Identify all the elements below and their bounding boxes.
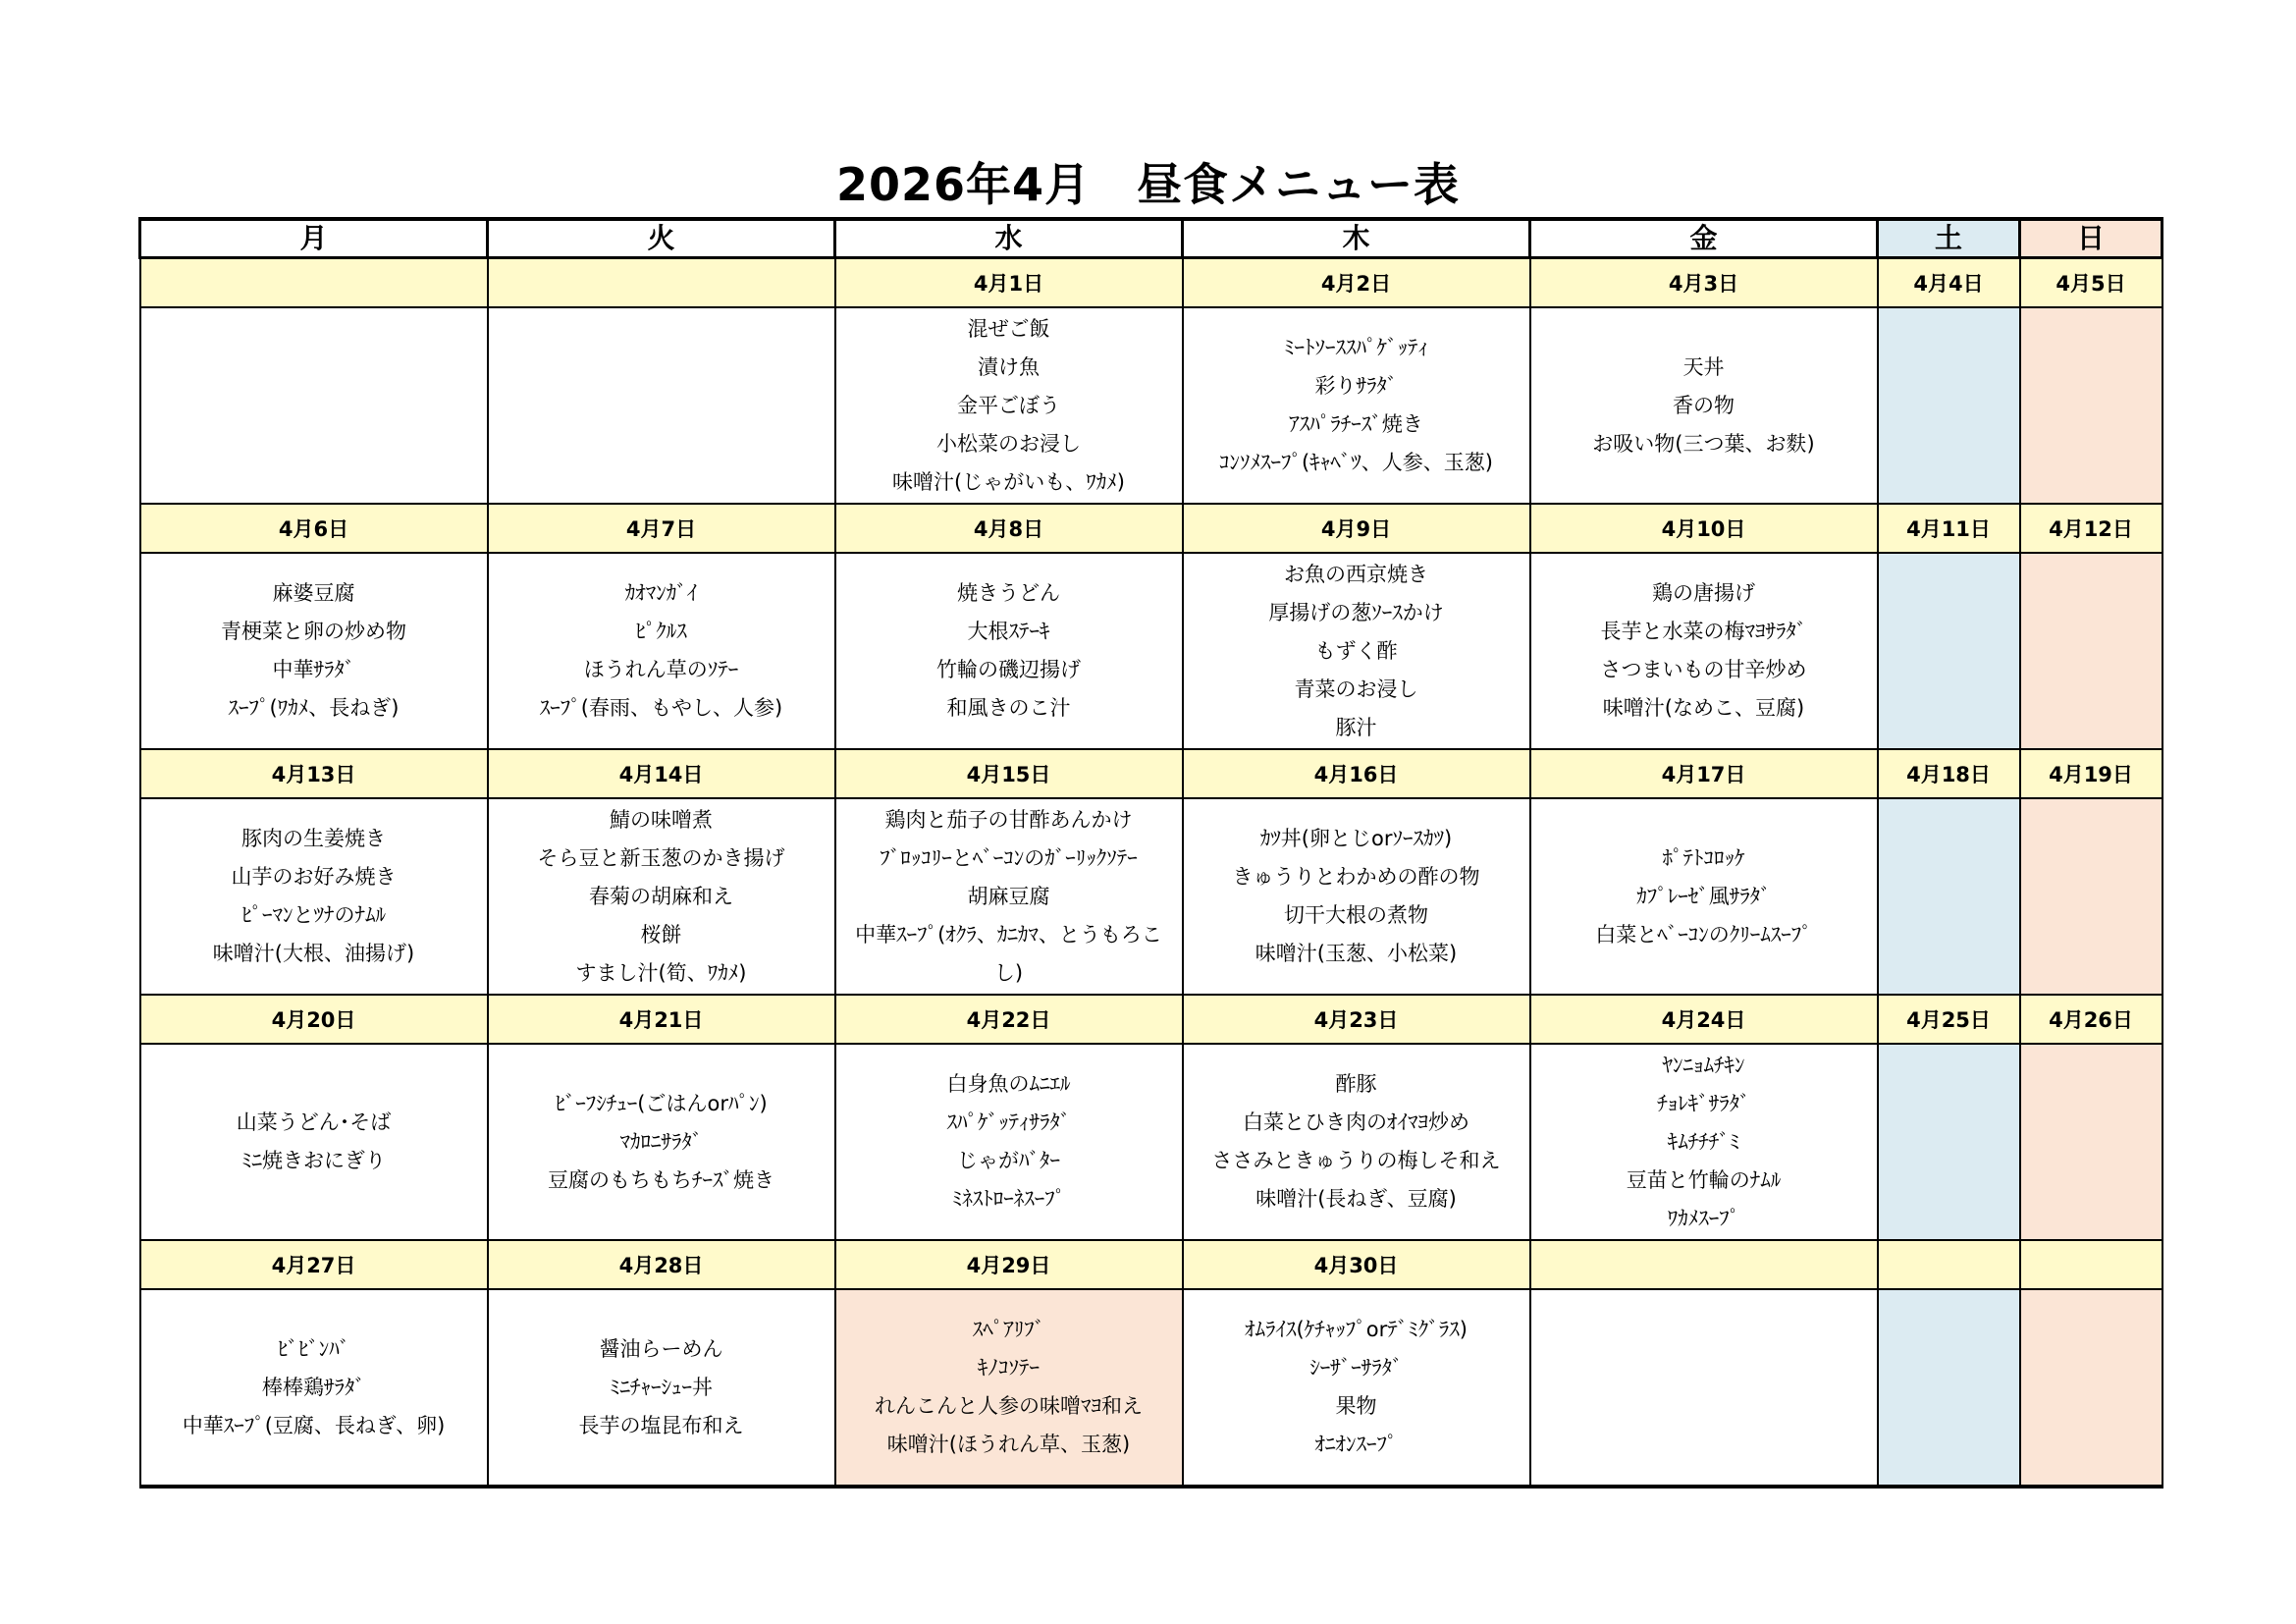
menu-row xyxy=(140,798,2163,995)
date-cell-mon: 4月6日 xyxy=(140,504,488,553)
date-cell-tue: 4月14日 xyxy=(488,749,835,798)
menu-cell-sat xyxy=(1878,798,2020,995)
menu-item: し) xyxy=(993,960,1024,985)
weekday-header-mon: 月 xyxy=(140,219,488,258)
menu-item: 香の物 xyxy=(1673,393,1735,417)
menu-cell-thu xyxy=(1183,1289,1530,1487)
menu-item: 切干大根の煮物 xyxy=(1284,903,1428,927)
date-cell-wed: 4月15日 xyxy=(835,749,1183,798)
menu-item: ｼｰｻﾞｰｻﾗﾀﾞ xyxy=(1309,1356,1403,1380)
menu-item: 漬け魚 xyxy=(978,354,1040,379)
menu-cell-tue xyxy=(488,1289,835,1487)
menu-cell-mon xyxy=(140,1044,488,1240)
menu-item: きゅうりとわかめの酢の物 xyxy=(1232,865,1480,889)
menu-item: ﾜｶﾒｽｰﾌﾟ xyxy=(1667,1206,1740,1230)
menu-item: ﾐｰﾄｿｰｽｽﾊﾟｹﾞｯﾃｨ xyxy=(1284,336,1428,359)
menu-item: 中華ｽｰﾌﾟ(豆腐、長ねぎ、卵) xyxy=(182,1413,446,1437)
menu-item: 大根ｽﾃｰｷ xyxy=(967,620,1050,643)
menu-cell-wed xyxy=(835,1289,1183,1487)
menu-cell-sat xyxy=(1878,1289,2020,1487)
menu-item: 白菜とひき肉のｵｲﾏﾖ炒め xyxy=(1243,1110,1469,1134)
menu-item: 白身魚のﾑﾆｴﾙ xyxy=(946,1072,1071,1096)
menu-item: ﾏｶﾛﾆｻﾗﾀﾞ xyxy=(619,1129,703,1154)
menu-item: ｷﾑﾁﾁﾁﾞﾐ xyxy=(1667,1129,1740,1154)
menu-item: 棒棒鶏ｻﾗﾀﾞ xyxy=(262,1375,365,1399)
menu-item: 酢豚 xyxy=(1335,1072,1377,1096)
date-cell-tue: 4月21日 xyxy=(488,995,835,1044)
menu-item: 和風きのこ汁 xyxy=(946,696,1071,720)
date-cell-mon: 4月20日 xyxy=(140,995,488,1044)
menu-cell-sun xyxy=(2020,1289,2163,1487)
menu-item: 胡麻豆腐 xyxy=(967,884,1050,908)
menu-item: れんこんと人参の味噌ﾏﾖ和え xyxy=(875,1394,1143,1418)
menu-item: そら豆と新玉葱のかき揚げ xyxy=(537,845,785,870)
menu-cell-wed xyxy=(835,1044,1183,1240)
date-cell-sun: 4月19日 xyxy=(2020,749,2163,798)
menu-item: ﾋﾟｸﾙｽ xyxy=(635,620,687,643)
date-cell-tue: 4月28日 xyxy=(488,1240,835,1289)
date-cell-sat: 4月25日 xyxy=(1878,995,2020,1044)
menu-cell-sat xyxy=(1878,307,2020,504)
menu-item: 天丼 xyxy=(1682,354,1725,379)
menu-item: 山芋のお好み焼き xyxy=(231,865,397,889)
menu-item: 白菜とﾍﾞｰｺﾝのｸﾘｰﾑｽｰﾌﾟ xyxy=(1595,922,1812,947)
menu-item: ﾐﾆﾁｬｰｼｭｰ丼 xyxy=(610,1375,713,1399)
date-cell-mon xyxy=(140,258,488,308)
menu-row xyxy=(140,1044,2163,1240)
menu-cell-sun xyxy=(2020,1044,2163,1240)
menu-item: 鶏肉と茄子の甘酢あんかけ xyxy=(884,807,1133,832)
weekday-header-sat: 土 xyxy=(1878,219,2020,258)
menu-item: 彩りｻﾗﾀﾞ xyxy=(1314,374,1398,398)
menu-cell-wed xyxy=(835,553,1183,749)
menu-cell-fri xyxy=(1530,307,1878,504)
menu-item: さつまいもの甘辛炒め xyxy=(1600,658,1807,681)
date-cell-wed: 4月8日 xyxy=(835,504,1183,553)
menu-item: 麻婆豆腐 xyxy=(272,581,355,605)
date-cell-fri: 4月24日 xyxy=(1530,995,1878,1044)
date-cell-mon: 4月27日 xyxy=(140,1240,488,1289)
menu-item: ﾋﾟｰﾏﾝとﾂﾅのﾅﾑﾙ xyxy=(241,903,386,927)
menu-item: ｺﾝｿﾒｽｰﾌﾟ(ｷｬﾍﾞﾂ、人参、玉葱) xyxy=(1219,451,1493,474)
menu-item: 豆苗と竹輪のﾅﾑﾙ xyxy=(1626,1167,1782,1192)
menu-item: 混ぜご飯 xyxy=(967,316,1050,341)
menu-cell-sun xyxy=(2020,307,2163,504)
menu-item: 桜餅 xyxy=(640,922,682,947)
menu-cell-thu xyxy=(1183,798,1530,995)
menu-cell-tue xyxy=(488,553,835,749)
menu-item: 長芋と水菜の梅ﾏﾖｻﾗﾀﾞ xyxy=(1600,620,1807,643)
date-row xyxy=(140,504,2163,553)
menu-cell-tue xyxy=(488,798,835,995)
menu-cell-mon xyxy=(140,1289,488,1487)
date-cell-thu: 4月2日 xyxy=(1183,258,1530,308)
date-cell-thu: 4月30日 xyxy=(1183,1240,1530,1289)
menu-item: 長芋の塩昆布和え xyxy=(578,1413,744,1437)
date-cell-sat: 4月4日 xyxy=(1878,258,2020,308)
menu-cell-sun xyxy=(2020,798,2163,995)
menu-cell-fri xyxy=(1530,1289,1878,1487)
menu-item: 中華ｻﾗﾀﾞ xyxy=(272,658,355,681)
menu-cell-tue xyxy=(488,307,835,504)
date-cell-tue xyxy=(488,258,835,308)
menu-item: 焼きうどん xyxy=(957,581,1060,605)
menu-item: ﾋﾞﾋﾞﾝﾊﾞ xyxy=(277,1336,350,1361)
menu-item: 青梗菜と卵の炒め物 xyxy=(221,620,406,643)
date-row xyxy=(140,749,2163,798)
menu-item: ｷﾉｺｿﾃｰ xyxy=(978,1356,1040,1380)
menu-item: すまし汁(筍、ﾜｶﾒ) xyxy=(575,960,747,985)
menu-item: 豚汁 xyxy=(1335,715,1377,739)
menu-item: ﾐﾆ焼きおにぎり xyxy=(241,1149,386,1172)
menu-item: 青菜のお浸し xyxy=(1294,677,1418,701)
menu-item: ｶﾂ丼(卵とじorｿｰｽｶﾂ) xyxy=(1259,827,1453,850)
weekday-header-thu: 木 xyxy=(1183,219,1530,258)
menu-cell-wed xyxy=(835,798,1183,995)
date-cell-sun: 4月12日 xyxy=(2020,504,2163,553)
menu-row xyxy=(140,1289,2163,1487)
date-cell-fri: 4月17日 xyxy=(1530,749,1878,798)
page-title: 2026年4月 昼食メニュー表 xyxy=(835,158,1461,211)
menu-item: 味噌汁(なめこ、豆腐) xyxy=(1602,696,1805,720)
menu-cell-fri xyxy=(1530,798,1878,995)
menu-cell-tue xyxy=(488,1044,835,1240)
menu-cell-fri xyxy=(1530,553,1878,749)
menu-item: 山菜うどん･そば xyxy=(236,1110,392,1134)
menu-item: 小松菜のお浸し xyxy=(936,431,1081,456)
menu-item: 竹輪の磯辺揚げ xyxy=(936,658,1081,681)
menu-item: ｱｽﾊﾟﾗﾁｰｽﾞ焼き xyxy=(1289,412,1423,436)
menu-table-body xyxy=(140,219,2163,1487)
menu-item: ｵﾆｵﾝｽｰﾌﾟ xyxy=(1314,1433,1398,1456)
date-cell-fri xyxy=(1530,1240,1878,1289)
menu-item: 金平ごぼう xyxy=(957,393,1060,417)
menu-cell-sat xyxy=(1878,1044,2020,1240)
menu-item: ﾐﾈｽﾄﾛｰﾈｽｰﾌﾟ xyxy=(951,1187,1066,1211)
menu-item: ﾋﾞｰﾌｼﾁｭｰ(ごはんorﾊﾟﾝ) xyxy=(555,1091,768,1115)
date-cell-mon: 4月13日 xyxy=(140,749,488,798)
menu-cell-thu xyxy=(1183,553,1530,749)
menu-item: ﾎﾟﾃﾄｺﾛｯｹ xyxy=(1662,845,1745,870)
menu-item: ｶｵﾏﾝｶﾞｲ xyxy=(624,581,698,605)
date-cell-fri: 4月10日 xyxy=(1530,504,1878,553)
menu-cell-wed xyxy=(835,307,1183,504)
date-cell-sun: 4月5日 xyxy=(2020,258,2163,308)
date-cell-sat xyxy=(1878,1240,2020,1289)
menu-cell-fri xyxy=(1530,1044,1878,1240)
date-cell-sun xyxy=(2020,1240,2163,1289)
menu-row xyxy=(140,307,2163,504)
date-cell-sat: 4月18日 xyxy=(1878,749,2020,798)
menu-item: ｽｰﾌﾟ(ﾜｶﾒ、長ねぎ) xyxy=(228,696,400,720)
menu-item: ほうれん草のｿﾃｰ xyxy=(583,658,739,681)
menu-item: ｽｰﾌﾟ(春雨、もやし、人参) xyxy=(539,696,783,720)
date-cell-fri: 4月3日 xyxy=(1530,258,1878,308)
date-row xyxy=(140,995,2163,1044)
menu-item: じゃがﾊﾞﾀｰ xyxy=(957,1149,1060,1172)
menu-item: ﾁｮﾚｷﾞｻﾗﾀﾞ xyxy=(1657,1091,1750,1115)
weekday-header-wed: 水 xyxy=(835,219,1183,258)
menu-item: ささみときゅうりの梅しそ和え xyxy=(1211,1149,1501,1172)
date-row xyxy=(140,258,2163,308)
menu-item: 味噌汁(ほうれん草、玉葱) xyxy=(886,1433,1131,1456)
menu-item: 春菊の胡麻和え xyxy=(589,884,733,908)
menu-table xyxy=(138,217,2163,1489)
date-cell-sat: 4月11日 xyxy=(1878,504,2020,553)
date-cell-wed: 4月22日 xyxy=(835,995,1183,1044)
menu-row xyxy=(140,553,2163,749)
menu-cell-thu xyxy=(1183,1044,1530,1240)
date-row xyxy=(140,1240,2163,1289)
menu-item: ｶﾌﾟﾚｰｾﾞ風ｻﾗﾀﾞ xyxy=(1636,884,1771,908)
date-cell-wed: 4月29日 xyxy=(835,1240,1183,1289)
menu-cell-sun xyxy=(2020,553,2163,749)
menu-item: 豚肉の生姜焼き xyxy=(241,827,386,850)
menu-item: 味噌汁(玉葱、小松菜) xyxy=(1255,942,1458,965)
date-cell-thu: 4月9日 xyxy=(1183,504,1530,553)
menu-item: 厚揚げの葱ｿｰｽかけ xyxy=(1268,600,1444,624)
menu-item: ｵﾑﾗｲｽ(ｹﾁｬｯﾌﾟorﾃﾞﾐｸﾞﾗｽ) xyxy=(1245,1318,1468,1341)
menu-item: 豆腐のもちもちﾁｰｽﾞ焼き xyxy=(548,1167,774,1192)
menu-cell-mon xyxy=(140,798,488,995)
date-cell-wed: 4月1日 xyxy=(835,258,1183,308)
menu-item: ﾌﾞﾛｯｺﾘｰとﾍﾞｰｺﾝのｶﾞｰﾘｯｸｿﾃｰ xyxy=(880,845,1138,870)
weekday-header-tue: 火 xyxy=(488,219,835,258)
weekday-header-row xyxy=(140,219,2163,258)
menu-item: 味噌汁(大根、油揚げ) xyxy=(212,942,415,965)
weekday-header-fri: 金 xyxy=(1530,219,1878,258)
menu-item: ｽﾊﾟｹﾞｯﾃｨｻﾗﾀﾞ xyxy=(946,1110,1071,1134)
menu-cell-mon xyxy=(140,553,488,749)
date-cell-thu: 4月16日 xyxy=(1183,749,1530,798)
weekday-header-sun: 日 xyxy=(2020,219,2163,258)
menu-item: もずく酢 xyxy=(1314,638,1398,663)
menu-item: 果物 xyxy=(1335,1394,1377,1418)
date-cell-thu: 4月23日 xyxy=(1183,995,1530,1044)
menu-item: 鶏の唐揚げ xyxy=(1652,581,1755,605)
menu-item: 鯖の味噌煮 xyxy=(610,807,713,832)
menu-item: 中華ｽｰﾌﾟ(ｵｸﾗ、ｶﾆｶﾏ、とうもろこ xyxy=(855,922,1162,947)
date-cell-tue: 4月7日 xyxy=(488,504,835,553)
menu-item: ﾔﾝﾆｮﾑﾁｷﾝ xyxy=(1662,1053,1745,1077)
menu-cell-thu xyxy=(1183,307,1530,504)
date-cell-sun: 4月26日 xyxy=(2020,995,2163,1044)
menu-item: 醤油らーめん xyxy=(599,1336,723,1361)
menu-item: 味噌汁(じゃがいも、ﾜｶﾒ) xyxy=(892,469,1125,494)
menu-item: お吸い物(三つ葉、お麩) xyxy=(1592,431,1815,456)
menu-cell-mon xyxy=(140,307,488,504)
menu-cell-sat xyxy=(1878,553,2020,749)
menu-item: 味噌汁(長ねぎ、豆腐) xyxy=(1255,1187,1457,1211)
menu-item: ｽﾍﾟｱﾘﾌﾞ xyxy=(972,1318,1045,1341)
menu-item: お魚の西京焼き xyxy=(1284,562,1428,586)
